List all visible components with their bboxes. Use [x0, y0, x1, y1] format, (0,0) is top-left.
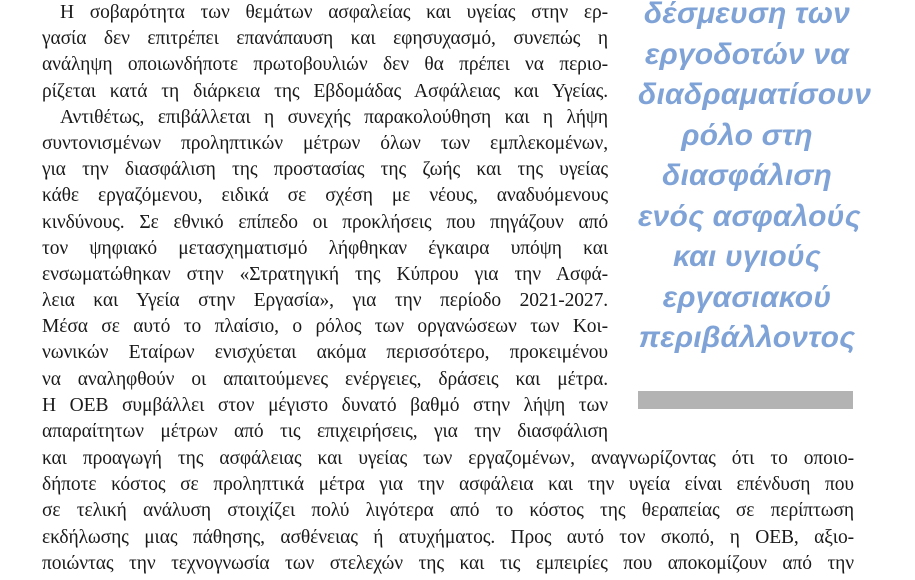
article-line: δήποτε κόστος σε προληπτικά μέτρα για την ασφάλεια και την υγεία είναι επένδυση που	[42, 474, 854, 496]
pull-quote-line: διαδραματίσουν	[638, 78, 872, 111]
pull-quote	[638, 0, 872, 359]
article-line: ανάληψη οποιωνδήποτε πρωτοβουλιών δεν θα πρέπει να περιο-	[42, 54, 608, 76]
pull-quote-line: και υγιούς	[673, 240, 821, 273]
pull-quote-bar	[638, 391, 853, 409]
article-line: Αντιθέτως, επιβάλλεται η συνεχής παρακολούθηση και η λήψη	[60, 106, 608, 128]
article-line: τον ψηφιακό μετασχηματισμό λήφθηκαν έγκαιρα υπόψη και	[42, 237, 608, 259]
pull-quote-line: δέσμευση των	[643, 0, 851, 30]
pull-quote-line: ρόλο στη	[681, 118, 813, 152]
article-line: συντονισμένων προληπτικών μέτρων όλων των εμπλεκομένων,	[42, 132, 608, 154]
pull-quote-line: εργοδοτών να	[644, 37, 850, 71]
article-line: ποιώντας την τεχνογνωσία των στελεχών της και τις εμπειρίες που αποκομίζουν από την	[42, 552, 854, 574]
pull-quote-line: περιβάλλοντος	[638, 321, 856, 354]
article-line: κάθε εργαζόμενου, ειδικά σε σχέση με νέους, αναδυόμενους	[42, 185, 608, 207]
article-line: λεια και Υγεία στην Εργασία», για την περίοδο 2021-2027.	[42, 290, 608, 312]
article-line: κινδύνους. Σε εθνικό επίπεδο οι προκλήσεις που πηγάζουν από	[42, 211, 608, 233]
article-line: σε τελική ανάλυση στοιχίζει πολύ λιγότερα από το κόστος της θεραπείας σε περίπτωση	[42, 500, 854, 522]
article-column	[42, 0, 608, 445]
article-full-width	[42, 446, 854, 577]
article-line: γασία δεν επιτρέπει επανάπαυση και εφησυχασμό, συνεπώς η	[42, 28, 608, 50]
article-line: Μέσα σε αυτό το πλαίσιο, ο ρόλος των οργανώσεων των Κοι-	[42, 316, 608, 338]
pull-quote-line: εργασιακού	[662, 280, 832, 314]
article-line: για την διασφάλιση της προστασίας της ζωής και της υγείας	[42, 159, 608, 181]
pull-quote-line: ενός ασφαλούς	[638, 199, 861, 233]
article-line: ενσωματώθηκαν στην «Στρατηγική της Κύπρου για την Ασφά-	[42, 263, 608, 285]
article-line: εκδήλωσης μιας πάθησης, ασθένειας ή ατυχήματος. Προς αυτό τον σκοπό, η ΟΕΒ, αξιο-	[42, 526, 854, 548]
article-line: απαραίτητων μέτρων από τις επιχειρήσεις, για την διασφάλιση	[42, 421, 608, 442]
article-line: Η ΟΕΒ συμβάλλει στον μέγιστο δυνατό βαθμό στην λήψη των	[42, 394, 608, 416]
article-line: νωνικών Εταίρων ενισχύεται ακόμα περισσότερο, προκειμένου	[42, 342, 608, 364]
article-line: Η σοβαρότητα των θεμάτων ασφαλείας και υγείας στην ερ-	[60, 2, 608, 23]
article-line: να αναληφθούν οι απαιτούμενες ενέργειες, δράσεις και μέτρα.	[42, 368, 608, 390]
article-line: και προαγωγή της ασφάλειας και υγείας των εργαζομένων, αναγνωρίζοντας ότι το οποιο-	[42, 448, 854, 469]
pull-quote-line: διασφάλιση	[661, 159, 833, 192]
article-line: ρίζεται κατά τη διάρκεια της Εβδομάδας Ασφάλειας και Υγείας.	[42, 80, 608, 102]
